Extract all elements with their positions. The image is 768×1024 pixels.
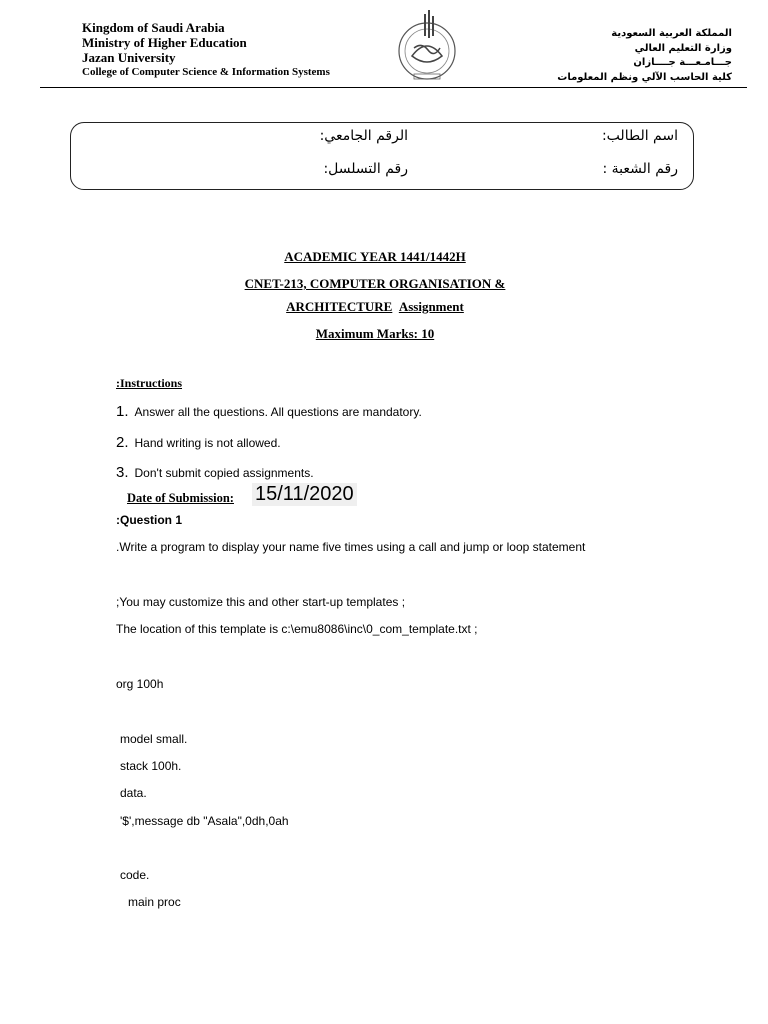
course-title-line1: CNET-213, COMPUTER ORGANISATION & <box>244 276 506 291</box>
header-kingdom: Kingdom of Saudi Arabia <box>82 20 225 35</box>
code-line: main proc <box>128 895 181 909</box>
code-line: code. <box>120 868 150 882</box>
header-kingdom-ar: المملكة العربية السعودية <box>611 28 732 39</box>
maximum-marks: Maximum Marks: 10 <box>315 326 435 341</box>
course-title-line2: ARCHITECTURE Assignment <box>286 299 464 314</box>
code-line: org 100h <box>116 677 164 691</box>
header-college-ar: كلية الحاسب الآلي ونظم المعلومات <box>557 72 732 83</box>
submission-date-value: 15/11/2020 <box>252 483 357 506</box>
code-line: model small. <box>120 732 188 746</box>
instructions-title: :Instructions <box>116 376 183 390</box>
header-ministry: Ministry of Higher Education <box>82 35 247 50</box>
instruction-item: 1. Answer all the questions. All questions are mandatory. <box>116 403 422 420</box>
header-college: College of Computer Science & Information Systems <box>82 66 330 78</box>
student-id-label: الرقم الجامعي: <box>319 128 408 144</box>
academic-year: ACADEMIC YEAR 1441/1442H <box>284 249 466 264</box>
code-line: stack 100h. <box>120 759 182 773</box>
section-number-label: رقم الشعبة : <box>602 161 678 177</box>
serial-number-label: رقم التسلسل: <box>323 161 408 177</box>
code-line: The location of this template is c:\emu8086\inc\0_com_template.txt ; <box>116 622 478 636</box>
code-line: data. <box>120 786 147 800</box>
university-seal-icon <box>392 6 462 86</box>
question-text: .Write a program to display your name five times using a call and jump or loop statement <box>116 540 586 554</box>
header-university-ar: جـــامـعـــة جــــازان <box>633 57 732 68</box>
header-university: Jazan University <box>82 50 176 65</box>
instruction-item: 2. Hand writing is not allowed. <box>116 434 281 451</box>
code-line: '$',message db "Asala",0dh,0ah <box>120 814 289 828</box>
submission-date-label: Date of Submission: <box>127 491 234 505</box>
student-name-label: اسم الطالب: <box>601 128 678 144</box>
header-divider <box>40 87 747 88</box>
code-line: ;You may customize this and other start-up templates ; <box>116 595 406 609</box>
header-ministry-ar: وزارة التعليم العالي <box>634 43 732 54</box>
instruction-item: 3. Don't submit copied assignments. <box>116 464 314 481</box>
question-title: :Question 1 <box>116 513 183 527</box>
